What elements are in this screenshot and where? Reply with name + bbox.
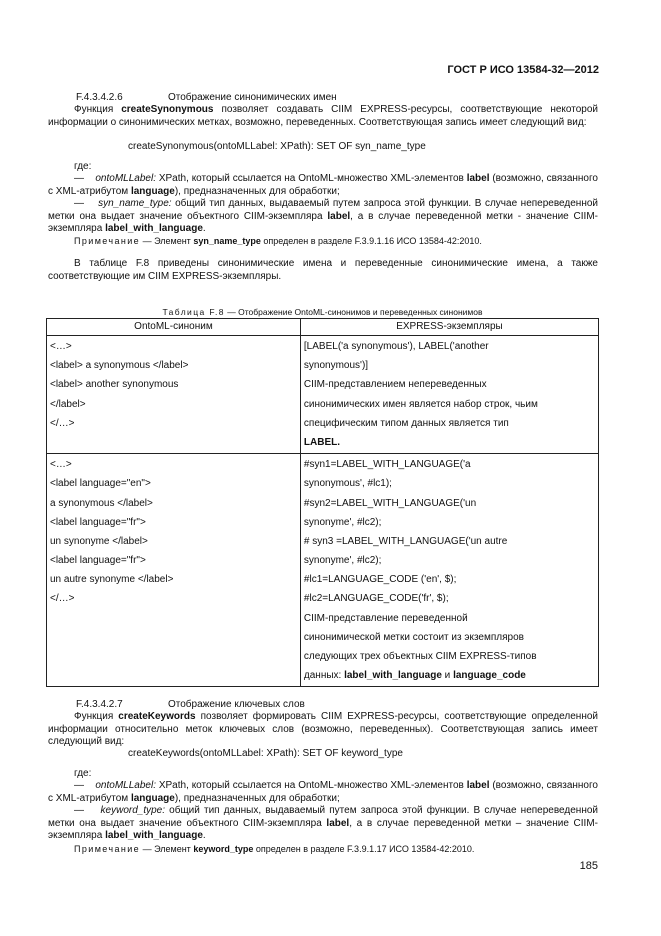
where-label: где:: [74, 768, 92, 779]
cell-line: #lc1=LANGUAGE_CODE ('en', $);: [303, 574, 457, 586]
dash: —: [74, 805, 84, 816]
text: XPath, который ссылается на OntoML-множество XML-элементов: [155, 173, 467, 184]
table-cell: [47, 454, 301, 687]
term-bold: label_with_language: [105, 223, 203, 235]
cell-line: </label>: [50, 398, 86, 410]
term: syn_name_type:: [98, 198, 172, 209]
term: ontoMLLabel:: [95, 173, 156, 184]
table-caption: [46, 307, 599, 317]
table-row: [47, 336, 599, 454]
term-bold: label_with_language: [105, 830, 203, 842]
note-keyword-type: [48, 843, 598, 856]
text: позволяет создавать CIIM EXPRESS-ресурсы, соответствующие некоторой информации о синонимических метках, возможно, переведенных. Соответствующая запись имеет следующий вид:: [48, 104, 598, 128]
text: ), предназначенных для обработки;: [174, 185, 340, 197]
section-title: Отображение ключевых слов: [168, 699, 305, 710]
term-bold: label: [466, 173, 490, 184]
function-name: createSynonymous: [121, 104, 214, 115]
text: определен в разделе F.3.9.1.17 ИСО 13584-42:2010.: [253, 844, 475, 854]
function-signature: createSynonymous(ontoMLLabel: XPath): SET OF syn_name_type: [128, 141, 426, 152]
cell-line: синонимических имен является набор строк, чьим: [303, 398, 538, 410]
cell-line: специфическим типом данных является тип: [303, 417, 509, 429]
section-number: F.4.3.4.2.7: [76, 699, 123, 710]
cell-line: synonymous')]: [303, 360, 369, 372]
table-f8: [46, 318, 599, 687]
page-number: 185: [579, 860, 598, 872]
text: определен в разделе F.3.9.1.16 ИСО 13584-42:2010.: [260, 236, 482, 246]
term-bold: language: [130, 185, 175, 197]
cell-line: <label language="fr">: [50, 516, 146, 528]
term-bold: language_code: [453, 670, 526, 682]
table-cell: [47, 336, 301, 454]
cell-line: </…>: [50, 593, 75, 605]
cell-line: # syn3 =LABEL_WITH_LANGUAGE('un autre: [303, 535, 508, 547]
text: ), предназначенных для обработки;: [174, 792, 340, 804]
paragraph-create-synonymous: [48, 104, 598, 129]
cell-line: <label> another synonymous: [50, 379, 179, 391]
cell-line: [50, 628, 297, 647]
cell-line: #lc2=LANGUAGE_CODE('fr', $);: [303, 593, 449, 605]
cell-line: синонимической метки состоит из экземпляров: [303, 631, 524, 643]
cell-line: [LABEL('a synonymous'), LABEL('another: [303, 341, 489, 352]
text: данных:: [303, 670, 345, 682]
cell-line: #syn1=LABEL_WITH_LANGUAGE('a: [303, 459, 471, 471]
term-bold: label_with_language: [344, 670, 442, 682]
term: keyword_type:: [100, 805, 166, 816]
cell-line: un synonyme </label>: [50, 535, 148, 547]
where-label: где:: [74, 161, 92, 172]
cell-line: a synonymous </label>: [50, 497, 153, 509]
term-bold: keyword_type: [193, 844, 254, 854]
term-bold: label: [327, 210, 351, 222]
cell-line: CIIM-представлением непереведенных: [303, 379, 487, 391]
term-bold: syn_name_type: [193, 236, 261, 246]
cell-line: </…>: [50, 417, 75, 429]
cell-line: synonyme', #lc2);: [303, 555, 382, 567]
function-signature: createKeywords(ontoMLLabel: XPath): SET OF keyword_type: [128, 748, 403, 759]
cell-line: [50, 433, 297, 452]
column-header: EXPRESS-экземпляры: [300, 319, 598, 336]
text: Функция: [74, 104, 122, 115]
section-heading-keywords: [48, 699, 598, 712]
cell-line: <label language="en">: [50, 478, 151, 490]
text: позволяет формировать CIIM EXPRESS-ресурсы, соответствующие определенной информации относительно меток ключевых слов (возможно, переведенных). Соответствующая запись имеет следующий вид:: [48, 711, 599, 748]
note-label: Примечание: [74, 236, 141, 246]
text: , а в случае переведенной метки - значение CIIM-экземпляра: [48, 210, 598, 235]
column-header: OntoML-синоним: [47, 319, 301, 336]
cell-line: <…>: [50, 341, 72, 352]
text: XPath, который ссылается на OntoML-множество XML-элементов: [155, 780, 467, 791]
dash: —: [74, 173, 84, 184]
term: ontoMLLabel:: [95, 780, 156, 791]
section-number: F.4.3.4.2.6: [76, 92, 123, 103]
document-header: ГОСТ Р ИСО 13584-32—2012: [447, 64, 599, 76]
cell-line: [50, 647, 297, 666]
definition-syn-name-type: [48, 198, 598, 236]
text: и: [441, 670, 454, 682]
note-syn-name-type: [48, 235, 598, 248]
section-title: Отображение синонимических имен: [168, 92, 337, 103]
cell-line: LABEL.: [303, 436, 341, 448]
paragraph-create-keywords: [48, 711, 598, 749]
cell-line: следующих трех объектных CIIM EXPRESS-типов: [303, 651, 537, 662]
caption-text: — Отображение OntoML-синонимов и переведенных синонимов: [224, 307, 483, 317]
cell-line: <label> a synonymous </label>: [50, 360, 189, 372]
note-label: Примечание: [74, 844, 141, 854]
text: — Элемент: [140, 844, 194, 854]
cell-line: synonyme', #lc2);: [303, 516, 382, 528]
term-bold: label: [466, 780, 490, 791]
table-cell: [300, 454, 598, 687]
definition-keyword-type: [48, 805, 598, 843]
definition-ontomllabel: [48, 173, 598, 198]
cell-line: synonymous', #lc1);: [303, 478, 392, 490]
cell-line: <label language="fr">: [50, 555, 146, 567]
cell-line: CIIM-представление переведенной: [303, 612, 468, 624]
caption-label: Таблица F.8: [162, 307, 225, 317]
text: общий тип данных, выдаваемый путем запроса этой функции. В случае непереведенной метки она выдает значение объектного CIIM-экземпляра: [48, 805, 598, 829]
dash: —: [74, 780, 84, 791]
cell-line: un autre synonyme </label>: [50, 574, 174, 586]
cell-line: [50, 666, 297, 685]
text: — Элемент: [140, 236, 194, 246]
paragraph-table-intro: В таблице F.8 приведены синонимические имена и переведенные синонимические имена, а также соответствующие им CIIM EXPRESS-экземпляры.: [48, 258, 598, 282]
dash: —: [74, 198, 84, 209]
term-bold: label: [326, 817, 350, 829]
function-name: createKeywords: [118, 711, 196, 722]
definition-ontomllabel: [48, 780, 598, 805]
text: Функция: [74, 711, 119, 722]
cell-line: #syn2=LABEL_WITH_LANGUAGE('un: [303, 497, 477, 509]
text: , а в случае переведенной метки – значение CIIM-экземпляра: [48, 817, 598, 842]
text: (возможно, связанного с XML-атрибутом: [48, 173, 598, 197]
section-heading-synonyms: [48, 92, 598, 105]
cell-line: [304, 666, 595, 685]
text: общий тип данных, выдаваемый путем запроса этой функции. В случае непереведенной метки она выдает значение объектного CIIM-экземпляра: [48, 198, 598, 222]
text: .: [202, 223, 206, 235]
cell-line: [50, 609, 297, 628]
table-cell: [300, 336, 598, 454]
table-row: [47, 454, 599, 687]
text: (возможно, связанного с XML-атрибутом: [48, 780, 598, 804]
term-bold: language: [130, 792, 175, 804]
text: .: [202, 830, 206, 842]
cell-line: <…>: [50, 459, 72, 471]
table-header-row: [47, 319, 599, 336]
